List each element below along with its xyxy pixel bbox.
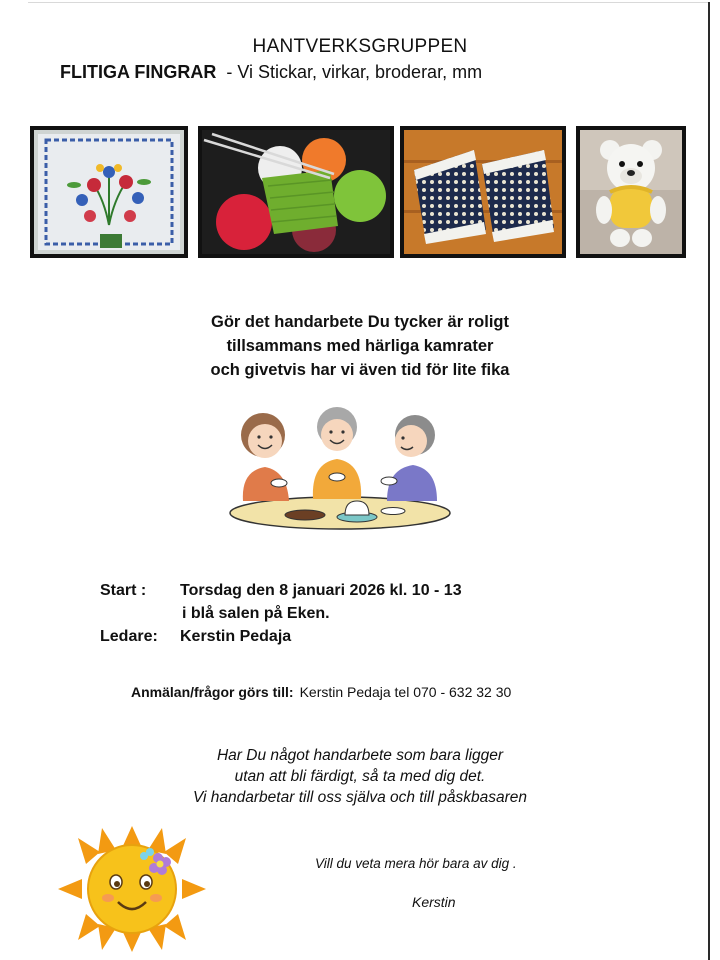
contact-value: Kerstin Pedaja tel 070 - 632 32 30 bbox=[299, 684, 512, 700]
embroidered-cushion-photo bbox=[30, 126, 188, 258]
contact-line bbox=[131, 684, 511, 700]
note-line-1: Har Du något handarbete som bara ligger bbox=[216, 747, 504, 764]
knitted-mittens-image bbox=[404, 130, 562, 254]
intro-line-2: tillsammans med härliga kamrater bbox=[226, 337, 494, 355]
page-title: HANTVERKSGRUPPEN bbox=[252, 36, 468, 57]
page-edge-right bbox=[708, 2, 710, 960]
location-value: i blå salen på Eken. bbox=[182, 605, 330, 622]
crochet-teddy-photo bbox=[576, 126, 686, 258]
start-value: Torsdag den 8 januari 2026 kl. 10 - 13 bbox=[180, 582, 462, 599]
crochet-teddy-image bbox=[580, 130, 682, 254]
embroidered-cushion-image bbox=[34, 130, 184, 254]
smiling-sun-icon bbox=[58, 826, 206, 952]
knitting-yarn-image bbox=[202, 130, 390, 254]
contact-label: Anmälan/frågor görs till: bbox=[131, 684, 294, 700]
start-row bbox=[100, 579, 462, 602]
knitted-mittens-photo bbox=[400, 126, 566, 258]
note-line-3: Vi handarbetar till oss själva och till påskbasaren bbox=[192, 789, 527, 806]
group-name: FLITIGA FINGRAR bbox=[60, 62, 217, 82]
signature: Kerstin bbox=[412, 894, 456, 910]
intro-text bbox=[0, 310, 720, 382]
bring-your-work-note bbox=[0, 745, 720, 808]
leader-label: Ledare: bbox=[100, 628, 158, 645]
tagline: - Vi Stickar, virkar, broderar, mm bbox=[226, 62, 483, 82]
start-label: Start : bbox=[100, 582, 147, 599]
leader-value: Kerstin Pedaja bbox=[180, 628, 292, 645]
page-edge-top bbox=[28, 2, 710, 3]
location-row bbox=[100, 602, 462, 625]
subtitle bbox=[60, 62, 482, 83]
friends-having-coffee-illustration bbox=[225, 405, 455, 535]
intro-line-1: Gör det handarbete Du tycker är roligt bbox=[211, 313, 509, 331]
intro-line-3: och givetvis har vi även tid för lite fika bbox=[210, 361, 510, 379]
leader-row bbox=[100, 625, 462, 648]
knitting-yarn-photo bbox=[198, 126, 394, 258]
note-line-2: utan att bli färdigt, så ta med dig det. bbox=[234, 768, 486, 785]
more-info-text: Vill du veta mera hör bara av dig . bbox=[315, 856, 517, 871]
event-info bbox=[100, 579, 462, 648]
